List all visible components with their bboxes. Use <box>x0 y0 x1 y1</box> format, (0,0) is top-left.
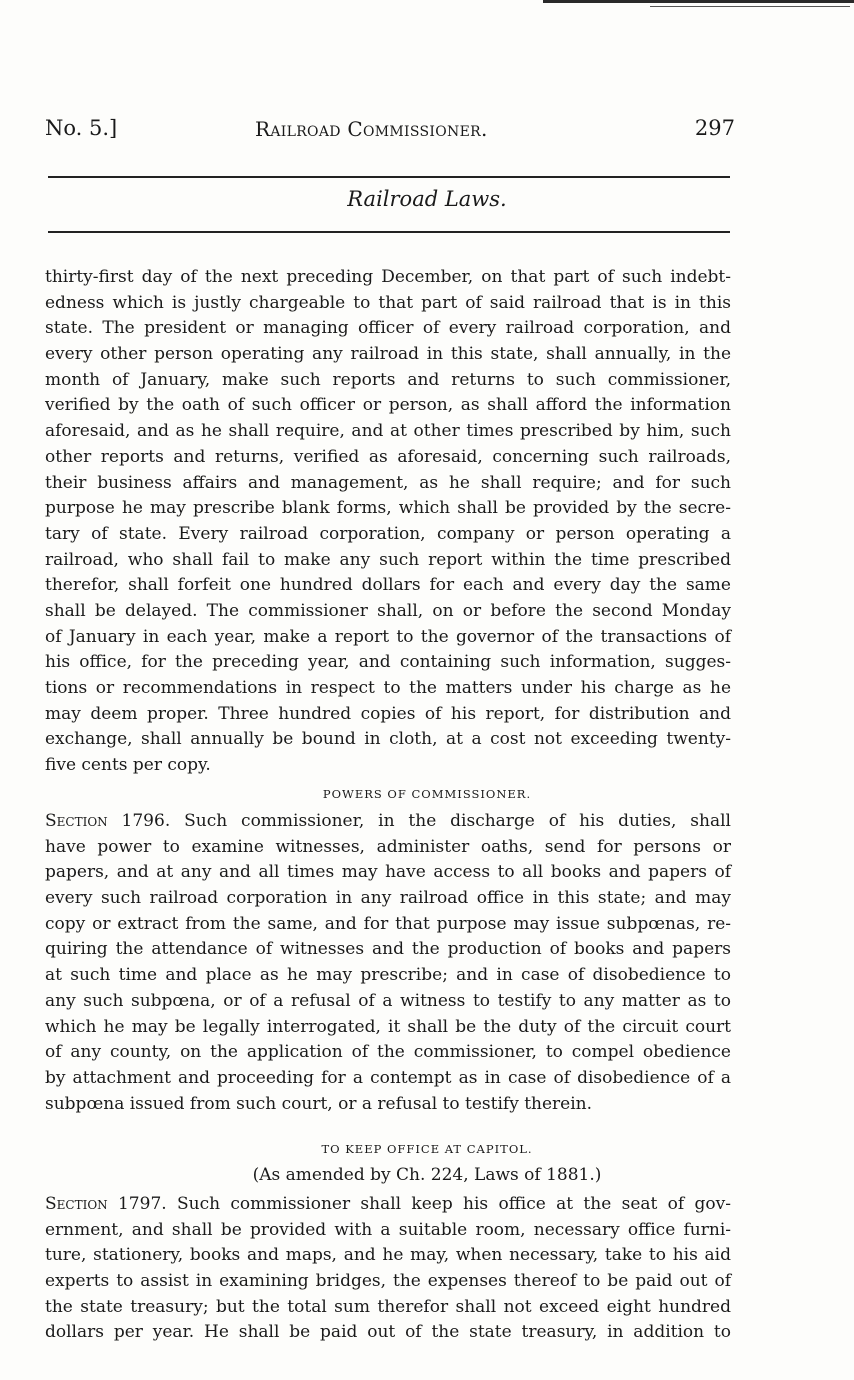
section-title-powers: POWERS OF COMMISSIONER. <box>322 787 532 801</box>
running-title: Railroad Commissioner. <box>255 117 488 141</box>
page-header <box>45 116 735 146</box>
text-line: the state treasury; but the total sum therefor shall not exceed eight hundred <box>45 1296 731 1317</box>
text-line: experts to assist in examining bridges, the expenses thereof to be paid out of <box>45 1271 731 1292</box>
text-line: ernment, and shall be provided with a suitable room, necessary office furni- <box>45 1219 731 1240</box>
top-edge-rule <box>543 0 854 3</box>
document-number: No. 5.] <box>45 116 118 140</box>
text-line: have power to examine witnesses, administer oaths, send for persons or <box>45 836 731 857</box>
text-line: papers, and at any and all times may have access to all books and papers of <box>45 862 731 883</box>
text-line: his office, for the preceding year, and containing such information, sugges- <box>45 652 731 673</box>
text-line: edness which is justly chargeable to that part of said railroad that is in this <box>45 292 731 313</box>
text-line: dollars per year. He shall be paid out of the state treasury, in addition to <box>45 1322 731 1343</box>
text-line: subpœna issued from such court, or a refusal to testify therein. <box>45 1093 593 1114</box>
text-line: at such time and place as he may prescribe; and in case of disobedience to <box>45 965 731 986</box>
paragraph-continued <box>45 265 731 779</box>
text-line: other reports and returns, verified as aforesaid, concerning such railroads, <box>45 446 731 467</box>
section-1796 <box>45 809 731 1117</box>
text-line: may deem proper. Three hundred copies of his report, for distribution and <box>45 703 731 724</box>
text-line: shall be delayed. The commissioner shall, on or before the second Monday <box>45 600 731 621</box>
text-line: tary of state. Every railroad corporation, company or person operating a <box>45 523 731 544</box>
text-line: by attachment and proceeding for a contempt as in case of disobedience of a <box>45 1067 731 1088</box>
section-text: Such commissioner shall keep his office at the seat of gov- <box>177 1194 731 1214</box>
text-line: month of January, make such reports and returns to such commissioner, <box>45 369 731 390</box>
text-line: quiring the attendance of witnesses and the production of books and papers <box>45 939 731 960</box>
section-1796-first-line <box>45 809 731 835</box>
section-1797-first-line <box>45 1192 731 1218</box>
text-line: purpose he may prescribe blank forms, which shall be provided by the secre- <box>45 498 731 519</box>
subheading: Railroad Laws. <box>347 187 507 211</box>
text-line: aforesaid, and as he shall require, and at other times prescribed by him, such <box>45 421 731 442</box>
text-line: exchange, shall annually be bound in cloth, at a cost not exceeding twenty- <box>45 729 731 750</box>
text-line: their business affairs and management, as he shall require; and for such <box>45 472 731 493</box>
text-line: railroad, who shall fail to make any such report within the time prescribed <box>45 549 731 570</box>
text-line: any such subpœna, or of a refusal of a witness to testify to any matter as to <box>45 990 731 1011</box>
page-number: 297 <box>694 116 735 140</box>
amendment-note: (As amended by Ch. 224, Laws of 1881.) <box>252 1165 602 1185</box>
section-text: Such commissioner, in the discharge of his duties, shall <box>184 811 731 831</box>
text-line: five cents per copy. <box>45 755 211 776</box>
header-rule-bottom <box>48 231 730 233</box>
top-edge-rule-thin <box>650 6 850 7</box>
text-line: ture, stationery, books and maps, and he may, when necessary, take to his aid <box>45 1245 731 1266</box>
text-line: every such railroad corporation in any railroad office in this state; and may <box>45 888 731 909</box>
text-line: every other person operating any railroad in this state, shall annually, in the <box>45 344 731 365</box>
text-line: of January in each year, make a report to the governor of the transactions of <box>45 626 731 647</box>
text-line: verified by the oath of such officer or person, as shall afford the information <box>45 395 731 416</box>
text-line: therefor, shall forfeit one hundred dollars for each and every day the same <box>45 575 731 596</box>
text-line: which he may be legally interrogated, it shall be the duty of the circuit court <box>45 1016 731 1037</box>
text-line: tions or recommendations in respect to the matters under his charge as he <box>45 678 731 698</box>
text-line: of any county, on the application of the commissioner, to compel obedience <box>45 1042 731 1063</box>
section-label: Section 1796. <box>45 811 171 831</box>
text-line: state. The president or managing officer of every railroad corporation, and <box>45 318 731 339</box>
section-1797 <box>45 1192 731 1346</box>
header-rule-top <box>48 176 730 178</box>
section-label: Section 1797. <box>45 1194 167 1214</box>
text-line: thirty-first day of the next preceding December, on that part of such indebt- <box>45 267 731 287</box>
section-title-office: TO KEEP OFFICE AT CAPITOL. <box>321 1142 533 1156</box>
text-line: copy or extract from the same, and for that purpose may issue subpœnas, re- <box>45 913 731 934</box>
